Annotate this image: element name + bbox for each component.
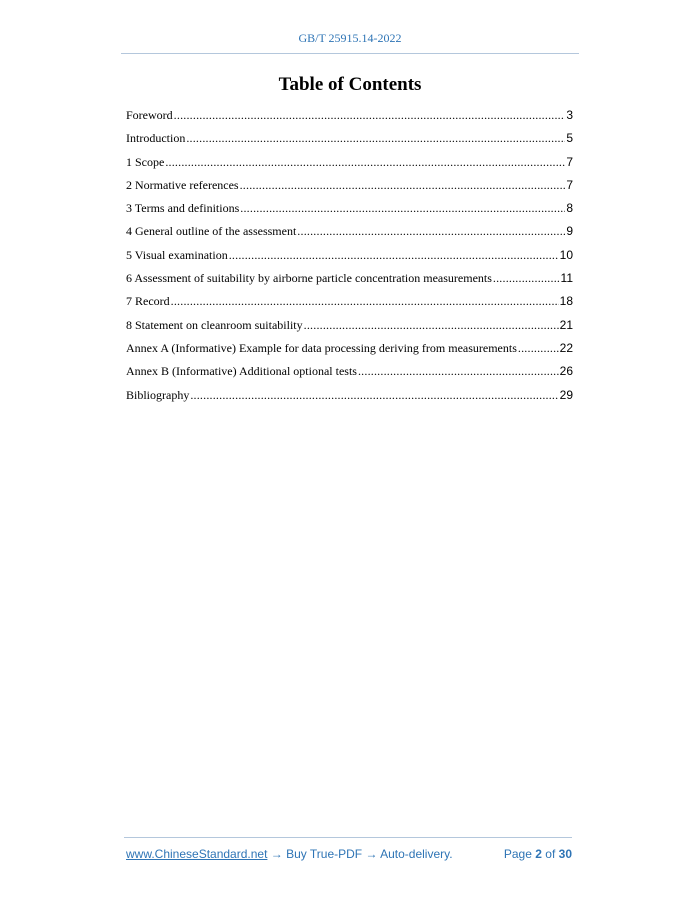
footer-divider [124,837,572,838]
toc-entry-normative-references[interactable] [126,178,573,201]
toc-entry-page: 29 [559,387,573,402]
header-divider [121,53,579,54]
toc-entry-page: 7 [566,177,573,192]
toc-entry-page: 9 [566,224,573,239]
toc-entry-page: 18 [559,294,573,309]
toc-entry-statement[interactable] [126,318,573,341]
toc-entry-label: 4 General outline of the assessment [126,224,297,239]
toc-dot-leader [171,294,559,309]
toc-entry-label: 6 Assessment of suitability by airborne particle concentration measurements [126,271,492,286]
toc-entry-page: 10 [559,247,573,262]
footer-tagline: → Buy True-PDF → Auto-delivery. [267,847,453,861]
toc-entry-label: 3 Terms and definitions [126,201,240,216]
toc-dot-leader [518,341,559,356]
toc-dot-leader [165,155,565,170]
toc-entry-terms-and-definitions[interactable] [126,201,573,224]
toc-dot-leader [174,108,566,123]
page-current: 2 [535,847,542,861]
toc-dot-leader [358,364,559,379]
toc-entry-label: Annex B (Informative) Additional optional tests [126,364,357,379]
toc-entry-bibliography[interactable] [126,388,573,411]
toc-entry-label: Introduction [126,131,186,146]
toc-entry-page: 5 [566,131,573,146]
toc-entry-page: 11 [560,271,573,286]
toc-entry-record[interactable] [126,294,573,317]
toc-entry-page: 3 [566,108,573,122]
page-total: 30 [558,847,572,861]
page-of: of [545,847,556,861]
toc-dot-leader [297,224,565,239]
page-word: Page [503,847,532,861]
toc-dot-leader [493,271,560,286]
toc-entry-page: 22 [559,340,573,355]
toc-dot-leader [229,248,559,263]
toc-entry-annex-b[interactable] [126,364,573,387]
toc-entry-page: 8 [566,201,573,216]
toc-entry-label: 5 Visual examination [126,247,228,262]
toc-entry-scope[interactable] [126,155,573,178]
page-footer [126,847,572,861]
toc-entry-assessment-of-suitability[interactable] [126,271,573,294]
table-of-contents [126,108,573,411]
toc-entry-page: 7 [566,154,573,169]
toc-entry-page: 26 [559,364,573,379]
toc-entry-visual-examination[interactable] [126,248,573,271]
toc-entry-label: 2 Normative references [126,177,239,192]
toc-entry-general-outline[interactable] [126,224,573,247]
toc-entry-label: Bibliography [126,387,190,402]
toc-dot-leader [240,201,565,216]
running-header: GB/T 25915.14-2022 [298,31,402,45]
toc-dot-leader [304,318,559,333]
toc-dot-leader [190,388,558,403]
toc-entry-foreword[interactable] [126,108,573,131]
toc-dot-leader [240,178,566,193]
toc-entry-annex-a[interactable] [126,341,573,364]
toc-entry-introduction[interactable] [126,131,573,154]
page-indicator [504,847,572,861]
website-link[interactable]: www.ChineseStandard.net [126,847,268,861]
toc-entry-label: Annex A (Informative) Example for data processing deriving from measurements [126,340,517,355]
toc-entry-page: 21 [559,317,573,332]
toc-entry-label: 1 Scope [126,154,165,169]
toc-dot-leader [186,131,565,146]
page-title: Table of Contents [278,74,422,95]
toc-entry-label: 8 Statement on cleanroom suitability [126,317,303,332]
footer-promo [126,847,453,861]
toc-entry-label: Foreword [126,108,173,122]
toc-entry-label: 7 Record [126,294,170,309]
